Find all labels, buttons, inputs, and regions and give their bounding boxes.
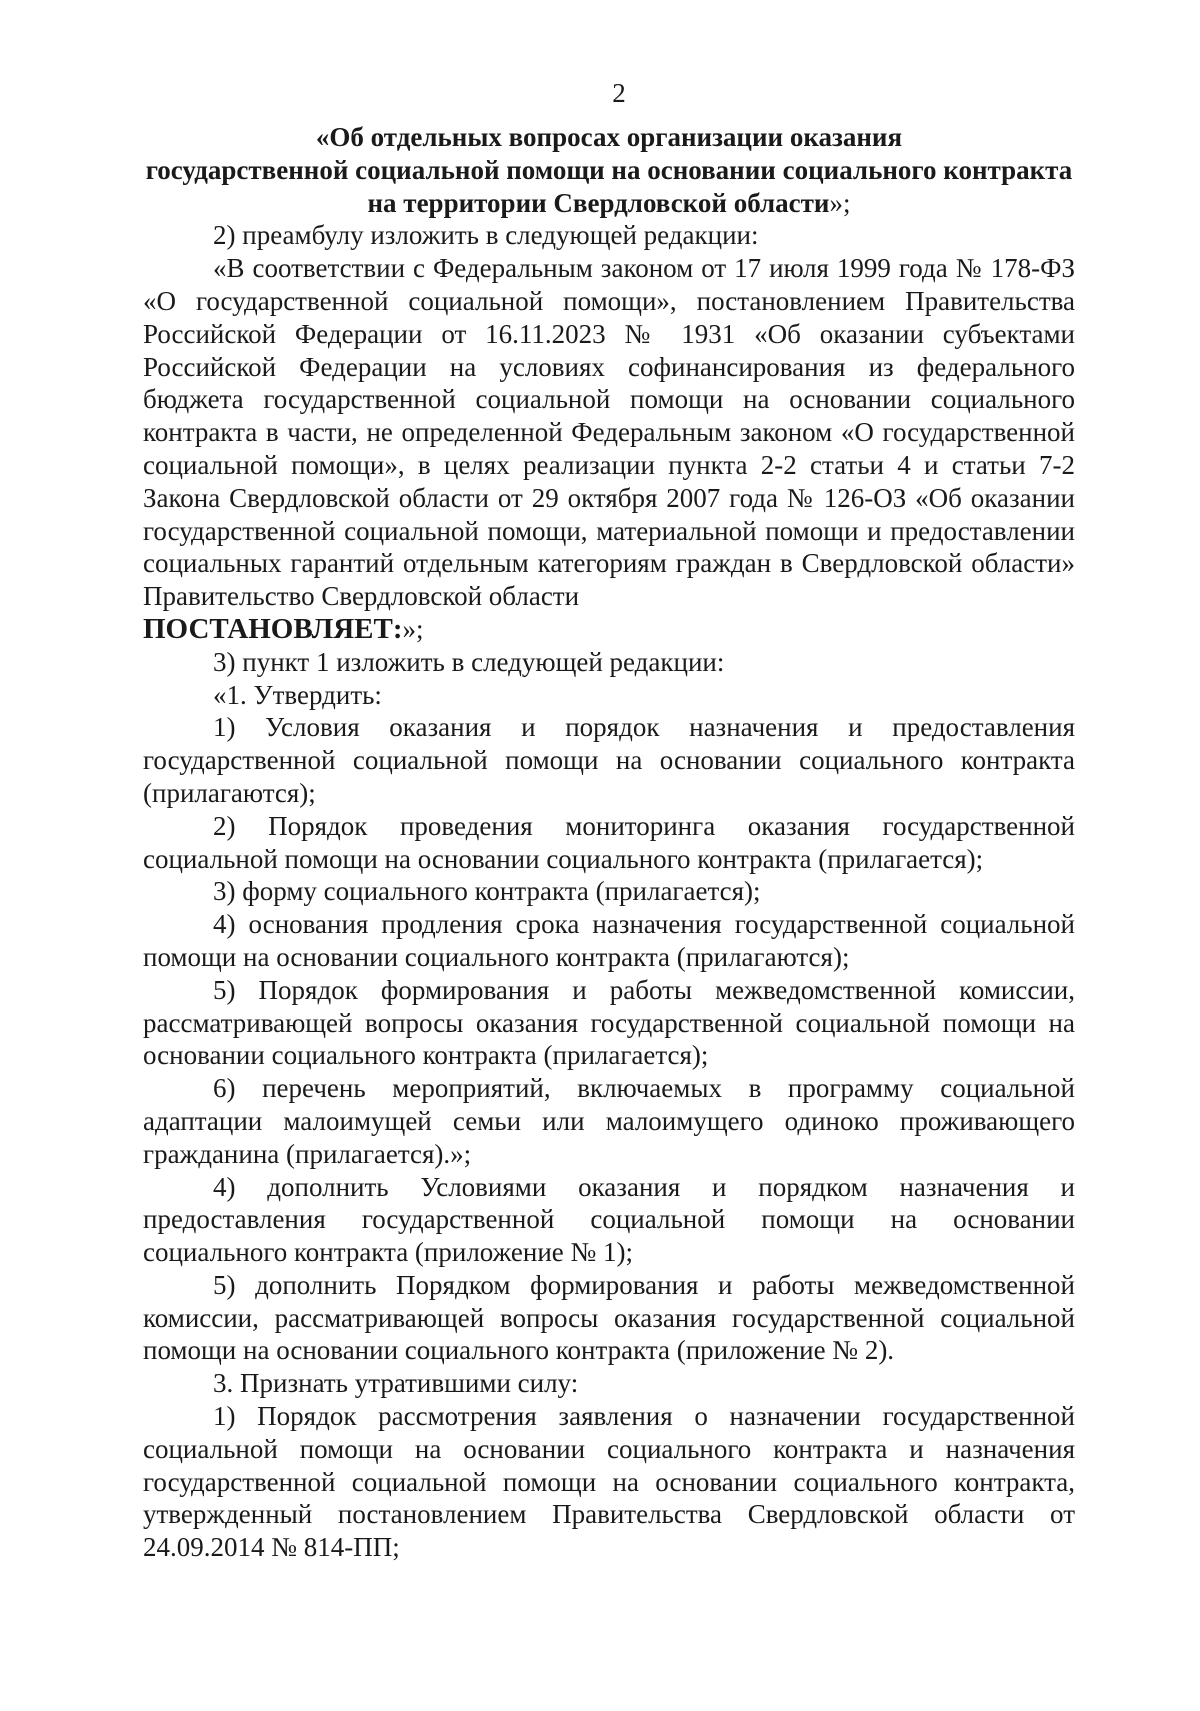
title-line-3-text: на территории Свердловской области: [367, 187, 830, 218]
paragraph-preamble-intro: 2) преамбулу изложить в следующей редакции:: [213, 220, 759, 251]
paragraph-approve-2: 2) Порядок проведения мониторинга оказания государственной социальной помощи на основании социального контракта (прилагается);: [143, 810, 1075, 874]
paragraph-repeal-1: 1) Порядок рассмотрения заявления о назначении государственной социальной помощи на основании социального контракта и назначения государственной социальной помощи на основании социального контракта, утвержденный постановлением Правительства Свердловской области от 24.09.2014 № 814-ПП;: [143, 1401, 1075, 1563]
paragraph-approve-6: 6) перечень мероприятий, включаемых в программу социальной адаптации малоимущей семьи или малоимущего одиноко проживающего гражданина (прилагается).»;: [143, 1073, 1075, 1169]
decree-word: ПОСТАНОВЛЯЕТ:: [143, 612, 403, 645]
title-line-3-suffix: »;: [829, 187, 851, 218]
paragraph-preamble-text: «В соответствии с Федеральным законом от 17 июля 1999 года № 178-ФЗ «О государственной социальной помощи», постановлением Правительства Российской Федерации от 16.11.2023 № 1931 «Об оказании субъектами Российской Федерации на условиях софинансирования из федерального бюджета государственной социальной помощи на основании социального контракта в части, не определенной Федеральным законом «О государственной социальной помощи», в целях реализации пункта 2-2 статьи 4 и статьи 7-2 Закона Свердловской области от 29 октября 2007 года № 126-ОЗ «Об оказании государственной социальной помощи, материальной помощи и предоставлении социальных гарантий отдельным категориям граждан в Свердловской области» Правительство Свердловской области: [143, 253, 1075, 612]
paragraph-repeal: 3. Признать утратившими силу:: [213, 1368, 579, 1399]
paragraph-approve-5: 5) Порядок формирования и работы межведомственной комиссии, рассматривающей вопросы оказания государственной социальной помощи на основании социального контракта (прилагается);: [143, 974, 1075, 1071]
paragraph-item-4: 4) дополнить Условиями оказания и порядком назначения и предоставления государственной социальной помощи на основании социального контракта (приложение № 1);: [143, 1171, 1075, 1268]
document-title: [143, 121, 1075, 219]
decree-line: [143, 613, 1075, 646]
paragraph-approve-3: 3) форму социального контракта (прилагается);: [213, 876, 761, 907]
paragraph-approve-1: 1) Условия оказания и порядок назначения и предоставления государственной социальной помощи на основании социального контракта (прилагаются);: [143, 712, 1075, 808]
title-line-2: государственной социальной помощи на основании социального контракта: [145, 154, 1073, 185]
title-line-3: [143, 187, 1075, 220]
paragraph-approve: «1. Утвердить:: [213, 679, 382, 710]
paragraph-item-3: 3) пункт 1 изложить в следующей редакции:: [213, 646, 725, 677]
paragraph-item-5: 5) дополнить Порядком формирования и работы межведомственной комиссии, рассматривающей вопросы оказания государственной социальной помощи на основании социального контракта (приложение № 2).: [143, 1269, 1075, 1366]
decree-suffix: »;: [402, 613, 424, 644]
title-line-1: «Об отдельных вопросах организации оказания: [315, 122, 903, 152]
page-number: 2: [612, 78, 626, 108]
paragraph-approve-4: 4) основания продления срока назначения государственной социальной помощи на основании социального контракта (прилагаются);: [143, 909, 1075, 972]
